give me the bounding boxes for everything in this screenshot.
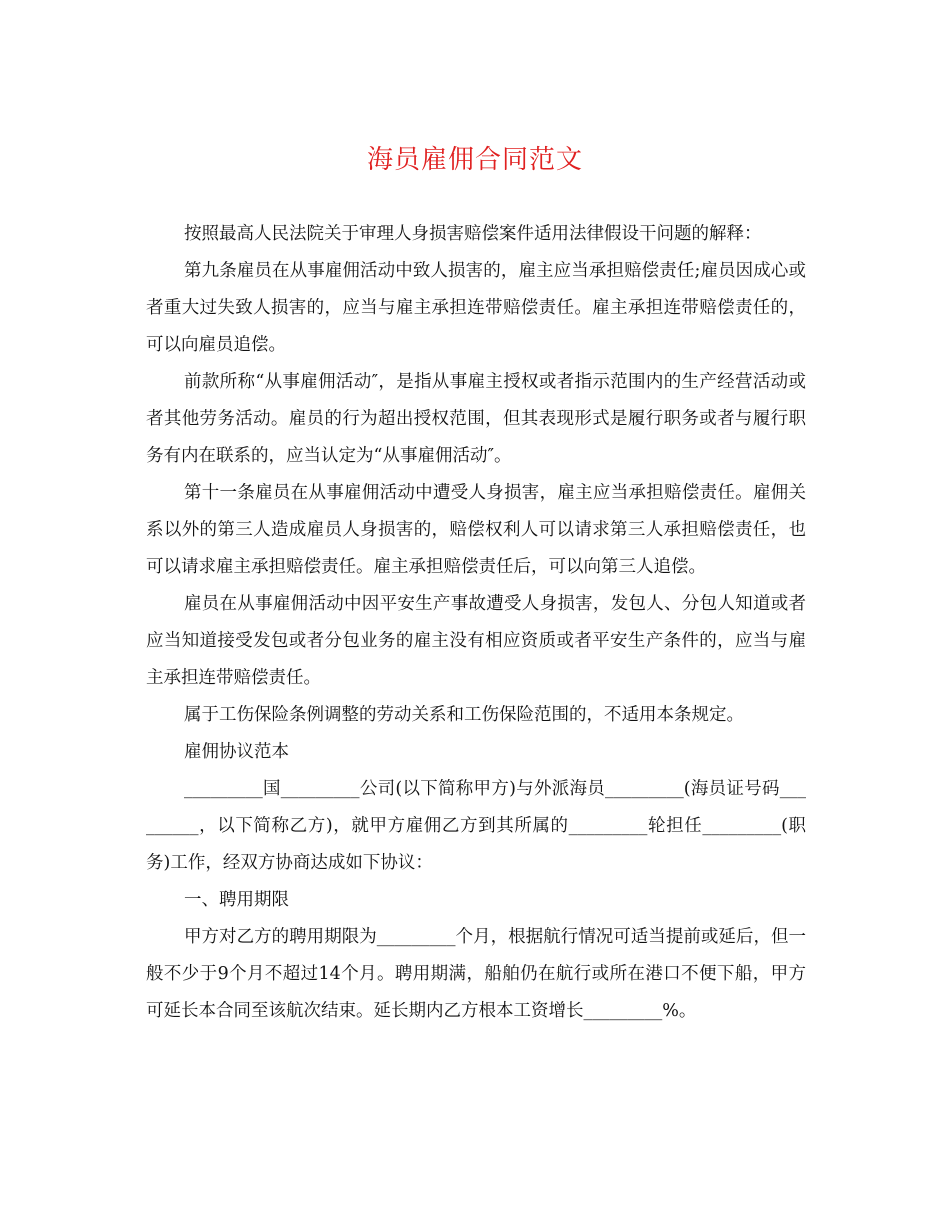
paragraph-intro: 按照最高人民法院关于审理人身损害赔偿案件适用法律假设干问题的解释： bbox=[184, 224, 762, 244]
paragraph-article-11: 第十一条雇员在从事雇佣活动中遭受人身损害，雇主应当承担赔偿责任。雇佣关系以外的第三人造成雇员人身损害的，赔偿权利人可以请求第三人承担赔偿责任，也可以请求雇主承担赔偿责任。雇主承担赔偿责任后，可以向第三人追偿。 bbox=[146, 483, 806, 577]
paragraph-employment-definition: 前款所称“从事雇佣活动″，是指从事雇主授权或者指示范围内的生产经营活动或者其他劳务活动。雇员的行为超出授权范围，但其表现形式是履行职务或者与履行职务有内在联系的，应当认定为“从事雇佣活动″。 bbox=[146, 372, 806, 466]
paragraph-term: 甲方对乙方的聘用期限为_________个月，根据航行情况可适当提前或延后，但一般不少于9个月不超过14个月。聘用期满，船舶仍在航行或所在港口不便下船，甲方可延长本合同至该航次结束。延长期内乙方根本工资增长_________%。 bbox=[146, 927, 806, 1021]
document-title: 海员雇佣合同范文 bbox=[366, 145, 583, 175]
document-body bbox=[146, 216, 806, 1030]
paragraph-agreement-template-heading: 雇佣协议范本 bbox=[184, 742, 289, 762]
section-heading-term: 一、聘用期限 bbox=[184, 890, 289, 910]
paragraph-parties: _________国_________公司(以下简称甲方)与外派海员_________(海员证号码_________，以下简称乙方)，就甲方雇佣乙方到其所属的_________轮担任_________(职务)工作，经双方协商达成如下协议： bbox=[146, 779, 806, 873]
paragraph-work-injury-exclusion: 属于工伤保险条例调整的劳动关系和工伤保险范围的，不适用本条规定。 bbox=[184, 705, 744, 725]
paragraph-safety-liability: 雇员在从事雇佣活动中因平安生产事故遭受人身损害，发包人、分包人知道或者应当知道接受发包或者分包业务的雇主没有相应资质或者平安生产条件的，应当与雇主承担连带赔偿责任。 bbox=[146, 594, 806, 688]
paragraph-article-9: 第九条雇员在从事雇佣活动中致人损害的，雇主应当承担赔偿责任;雇员因成心或者重大过失致人损害的，应当与雇主承担连带赔偿责任。雇主承担连带赔偿责任的，可以向雇员追偿。 bbox=[146, 261, 806, 355]
